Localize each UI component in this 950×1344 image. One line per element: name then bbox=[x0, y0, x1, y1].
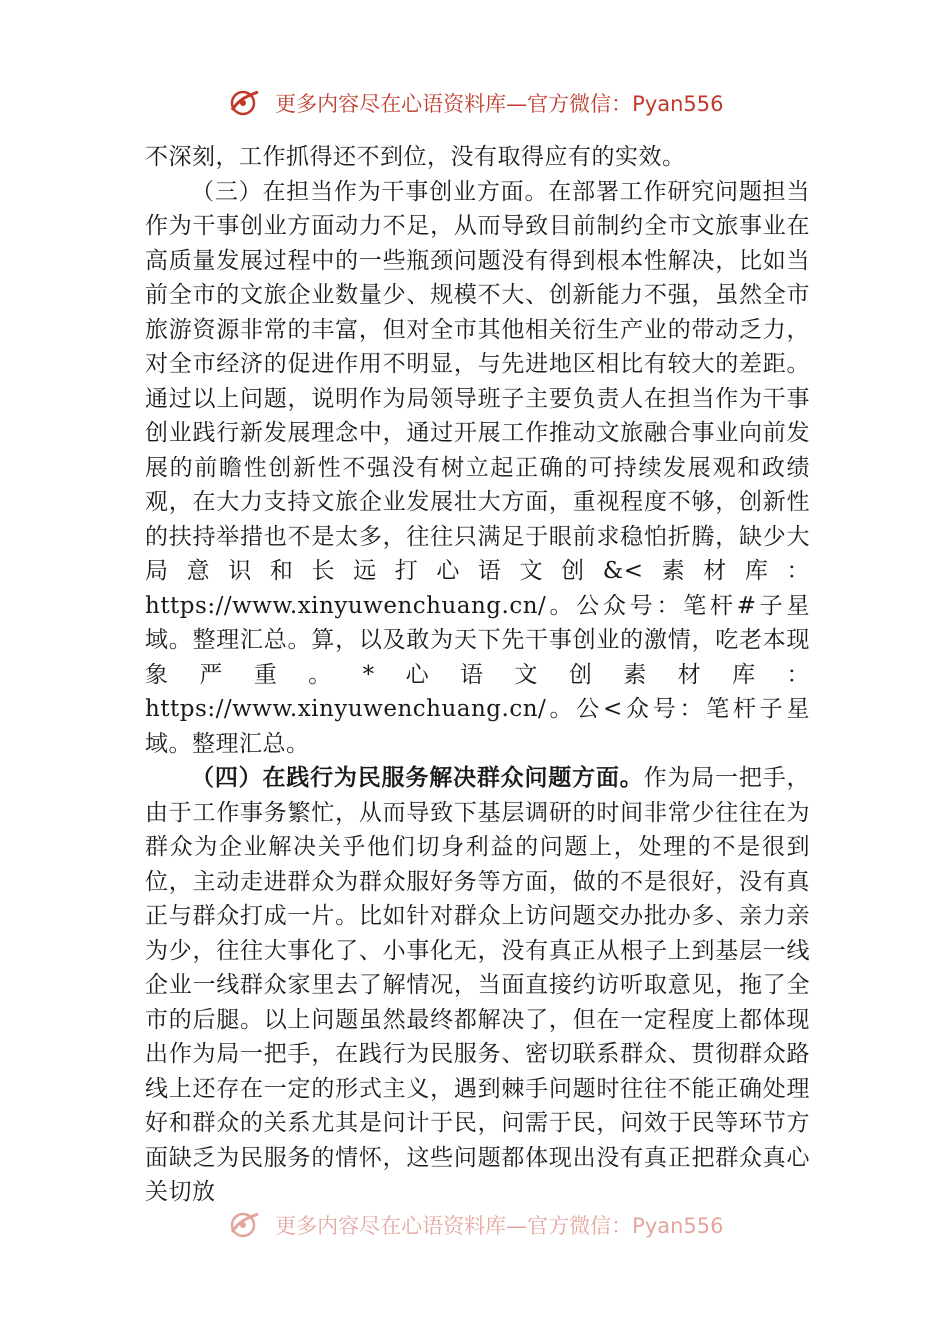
footer-watermark bbox=[0, 1210, 950, 1240]
watermark-logo-icon bbox=[226, 1210, 262, 1240]
document-body bbox=[145, 140, 810, 1210]
watermark-logo-icon bbox=[226, 88, 262, 118]
section-four-heading: （四）在践行为民服务解决群众问题方面。 bbox=[191, 764, 644, 791]
paragraph-section-three: （三）在担当作为干事创业方面。在部署工作研究问题担当作为干事创业方面动力不足，从而导致目前制约全市文旅事业在高质量发展过程中的一些瓶颈问题没有得到根本性解决，比如当前全市的文旅企业数量少、规模不大、创新能力不强，虽然全市旅游资源非常的丰富，但对全市其他相关衍生产业的带动乏力，对全市经济的促进作用不明显，与先进地区相比有较大的差距。通过以上问题，说明作为局领导班子主要负责人在担当作为干事创业践行新发展理念中，通过开展工作推动文旅融合事业向前发展的前瞻性创新性不强没有树立起正确的可持续发展观和政绩观，在大力支持文旅企业发展壮大方面，重视程度不够，创新性的扶持举措也不是太多，往往只满足于眼前求稳怕折腾，缺少大局意识和长远打心语文创&<素材库：https://www.xinyuwenchuang.cn/。公众号：笔杆#子星域。整理汇总。算，以及敢为天下先干事创业的激情，吃老本现象严重。*心语文创素材库：https://www.xinyuwenchuang.cn/。公<众号：笔杆子星域。整理汇总。 bbox=[145, 178, 810, 757]
section-four-body: 作为局一把手，由于工作事务繁忙，从而导致下基层调研的时间非常少往往在为群众为企业解决关乎他们切身利益的问题上，处理的不是很到位，主动走进群众为群众服好务等方面，做的不是很好，没有真正与群众打成一片。比如针对群众上访问题交办批办多、亲力亲为少，往往大事化了、小事化无，没有真正从根子上到基层一线企业一线群众家里去了解情况，当面直接约访听取意见，拖了全市的后腿。以上问题虽然最终都解决了，但在一定程度上都体现出作为局一把手，在践行为民服务、密切联系群众、贯彻群众路线上还存在一定的形式主义，遇到棘手问题时往往不能正确处理好和群众的关系尤其是问计于民，问需于民，问效于民等环节方面缺乏为民服务的情怀，这些问题都体现出没有真正把群众真心关切放 bbox=[145, 765, 811, 1205]
header-watermark bbox=[0, 88, 950, 118]
header-watermark-text: 更多内容尽在心语资料库—官方微信：Pyan556 bbox=[275, 92, 724, 116]
footer-watermark-text: 更多内容尽在心语资料库—官方微信：Pyan556 bbox=[275, 1214, 724, 1238]
paragraph-section-four bbox=[145, 761, 810, 1210]
paragraph-continuation: 不深刻，工作抓得还不到位，没有取得应有的实效。 bbox=[145, 144, 686, 170]
